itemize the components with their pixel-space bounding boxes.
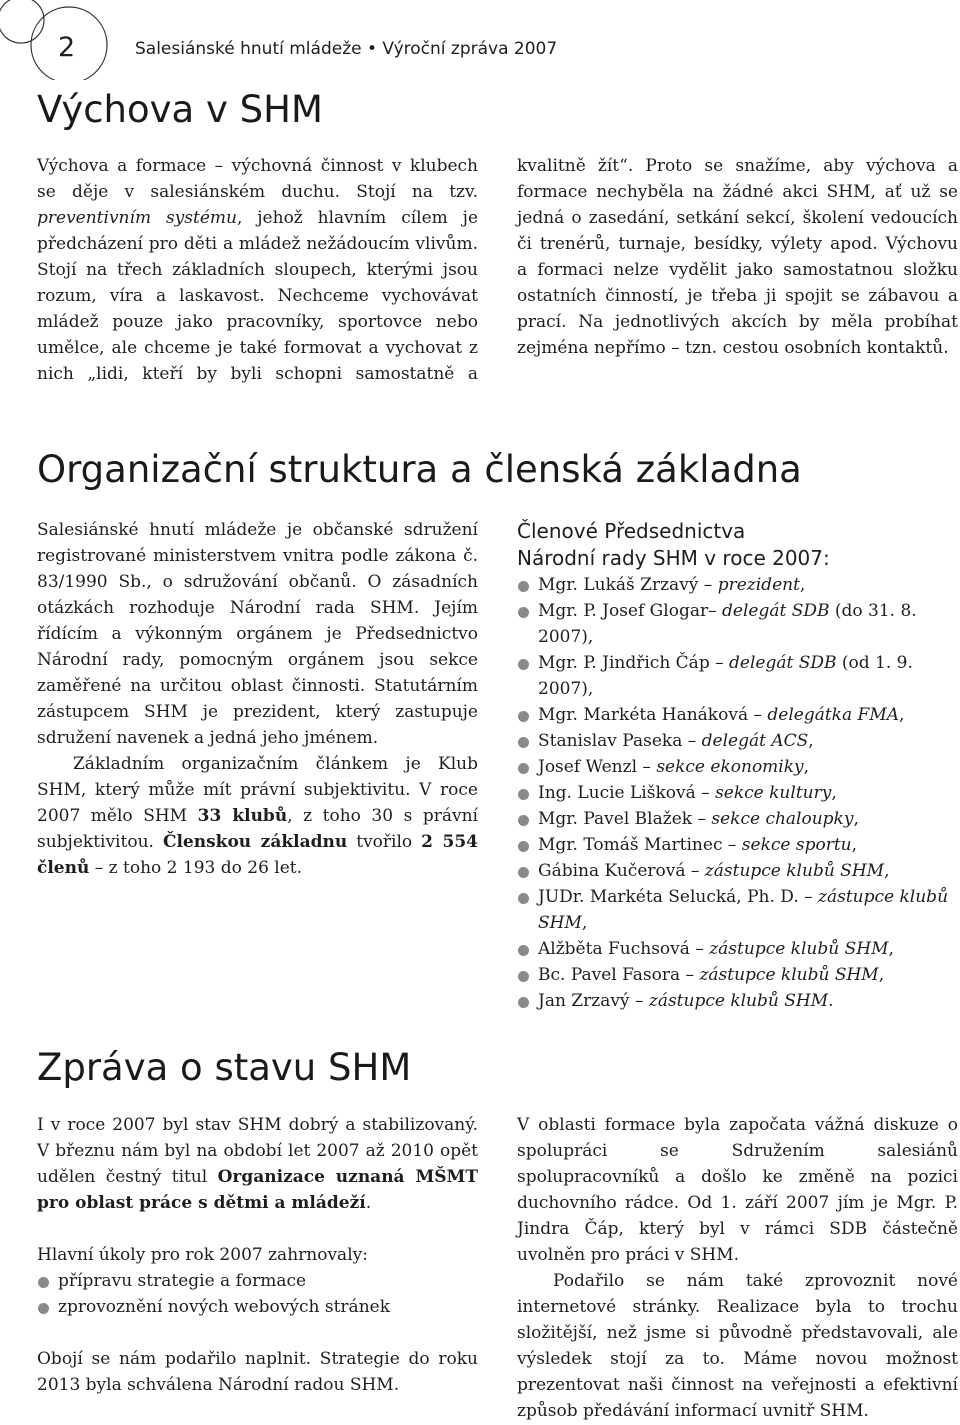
member-item: Mgr. Markéta Hanáková – delegátka FMA, [517,702,958,728]
vychova-text [37,153,958,393]
organizace-paragraph-2: Základním organizačním článkem je Klub SHM, který může mít právní subjektivitu. V roce 2007 mělo SHM 33 klubů, z toho 30 s právní subjektivitou. Členskou základnu tvořilo 2 554 členů – z toho 2 193 do 26 let. [37,754,478,878]
bullet-dot-icon [518,893,529,904]
bullet-dot-icon [518,763,529,774]
member-item: Stanislav Paseka – delegát ACS, [517,728,958,754]
member-item: Mgr. Lukáš Zrzavý – prezident, [517,572,958,598]
zprava-paragraph-5: Podařilo se nám také zprovoznit nové internetové stránky. Realizace byla to trochu složitější, než jsme si původně představovali, ale výsledek stojí za to. Máme novou možnost prezentovat naši činnost na veřejnosti a efektivní způsob předávání informací uvnitř SHM. [517,1271,958,1421]
member-item: Jan Zrzavý – zástupce klubů SHM. [517,988,958,1014]
member-item: Mgr. Tomáš Martinec – sekce sportu, [517,832,958,858]
page-number: 2 [58,32,76,63]
section-title-organizace: Organizační struktura a členská základna [37,448,802,491]
bullet-dot-icon [518,737,529,748]
members-heading-line-2: Národní rady SHM v roce 2007: [517,546,830,570]
organizace-paragraph-1: Salesiánské hnutí mládeže je občanské sdružení registrované ministerstvem vnitra podle zákona č. 83/1990 Sb., o sdružování občanů. O zásadních otázkách rozhoduje Národní rada SHM. Jejím řídícím a výkonným orgánem je Předsednictvo Národní rady, pomocným orgánem jsou sekce zaměřené na určitou oblast činnosti. Statutárním zástupcem SHM je prezident, který zastupuje sdružení navenek a jedná jeho jménem. [37,520,478,748]
bullet-dot-icon [518,711,529,722]
zprava-paragraph-4: V oblasti formace byla započata vážná diskuze o spolupráci se Sdružením salesiánů spolupracovníků a došlo ke změně na pozici duchovního rádce. Od 1. září 2007 jím je Mgr. P. Jindra Čáp, který byl v rámci SDB částečně uvolněn pro práci v SHM. [517,1115,958,1265]
member-item: JUDr. Markéta Selucká, Ph. D. – zástupce klubů SHM, [517,884,958,936]
bullet-dot-icon [518,841,529,852]
bullet-dot-icon [38,1277,49,1288]
header-circles-ornament [0,0,110,80]
bullet-dot-icon [518,815,529,826]
bullet-dot-icon [518,997,529,1008]
bullet-dot-icon [518,867,529,878]
task-item: přípravu strategie a formace [37,1268,478,1294]
member-item: Mgr. Pavel Blažek – sekce chaloupky, [517,806,958,832]
members-heading-line-1: Členové Předsednictva [517,519,746,543]
bullet-dot-icon [518,789,529,800]
vychova-paragraph: Výchova a formace – výchovná činnost v klubech se děje v salesiánském duchu. Stojí na tzv. preventivním systému, jehož hlavním cílem je předcházení pro děti a mládež nežádoucím vlivům. Stojí na třech základních sloupech, kterými jsou rozum, víra a laskavost. Nechceme vychovávat mládež pouze jako pracovníky, sportovce nebo umělce, ale chceme je také formovat a vychovat z nich „lidi, kteří by byli schopni samostatně a kvalitně žít“. Proto se snažíme, aby výchova a formace nechyběla na žádné akci SHM, ať už se jedná o zasedání, setkání sekcí, školení vedoucích či trenérů, turnaje, besídky, výlety apod. Výchovu a formaci nelze vydělit jako samostatnou složku ostatních činností, je třeba ji spojit se zábavou a prací. Na jednotlivých akcích by měla probíhat zejména nepřímo – tzn. cestou osobních kontaktů. [37,156,958,384]
tasks-list [37,1268,478,1320]
tasks-intro: Hlavní úkoly pro rok 2007 zahrnovaly: [37,1245,368,1265]
member-item: Ing. Lucie Lišková – sekce kultury, [517,780,958,806]
zprava-paragraph-1: I v roce 2007 byl stav SHM dobrý a stabilizovaný. V březnu nám byl na období let 2007 až 2010 opět udělen čestný titul Organizace uznaná MŠMT pro oblast práce s dětmi a mládeží. [37,1115,479,1213]
member-item: Alžběta Fuchsová – zástupce klubů SHM, [517,936,958,962]
member-item: Bc. Pavel Fasora – zástupce klubů SHM, [517,962,958,988]
bullet-dot-icon [518,581,529,592]
zprava-paragraph-3: Obojí se nám podařilo naplnit. Strategie do roku 2013 byla schválena Národní radou SHM. [37,1349,478,1395]
member-item: Mgr. P. Jindřich Čáp – delegát SDB (od 1. 9. 2007), [517,650,958,702]
member-item: Josef Wenzl – sekce ekonomiky, [517,754,958,780]
running-header: Salesiánské hnutí mládeže • Výroční zpráva 2007 [135,39,558,59]
bullet-dot-icon [518,659,529,670]
bullet-dot-icon [38,1303,49,1314]
zprava-left-column [37,1112,478,1398]
members-list [517,572,958,1014]
bullet-dot-icon [518,607,529,618]
member-item: Mgr. P. Josef Glogar– delegát SDB (do 31. 8. 2007), [517,598,958,650]
bullet-dot-icon [518,945,529,956]
zprava-right-column [517,1112,958,1424]
member-item: Gábina Kučerová – zástupce klubů SHM, [517,858,958,884]
section-title-vychova: Výchova v SHM [37,88,323,131]
members-block [517,518,958,1014]
task-item: zprovoznění nových webových stránek [37,1294,478,1320]
organizace-left-column [37,517,478,881]
section-title-zprava: Zpráva o stavu SHM [37,1046,412,1089]
bullet-dot-icon [518,971,529,982]
